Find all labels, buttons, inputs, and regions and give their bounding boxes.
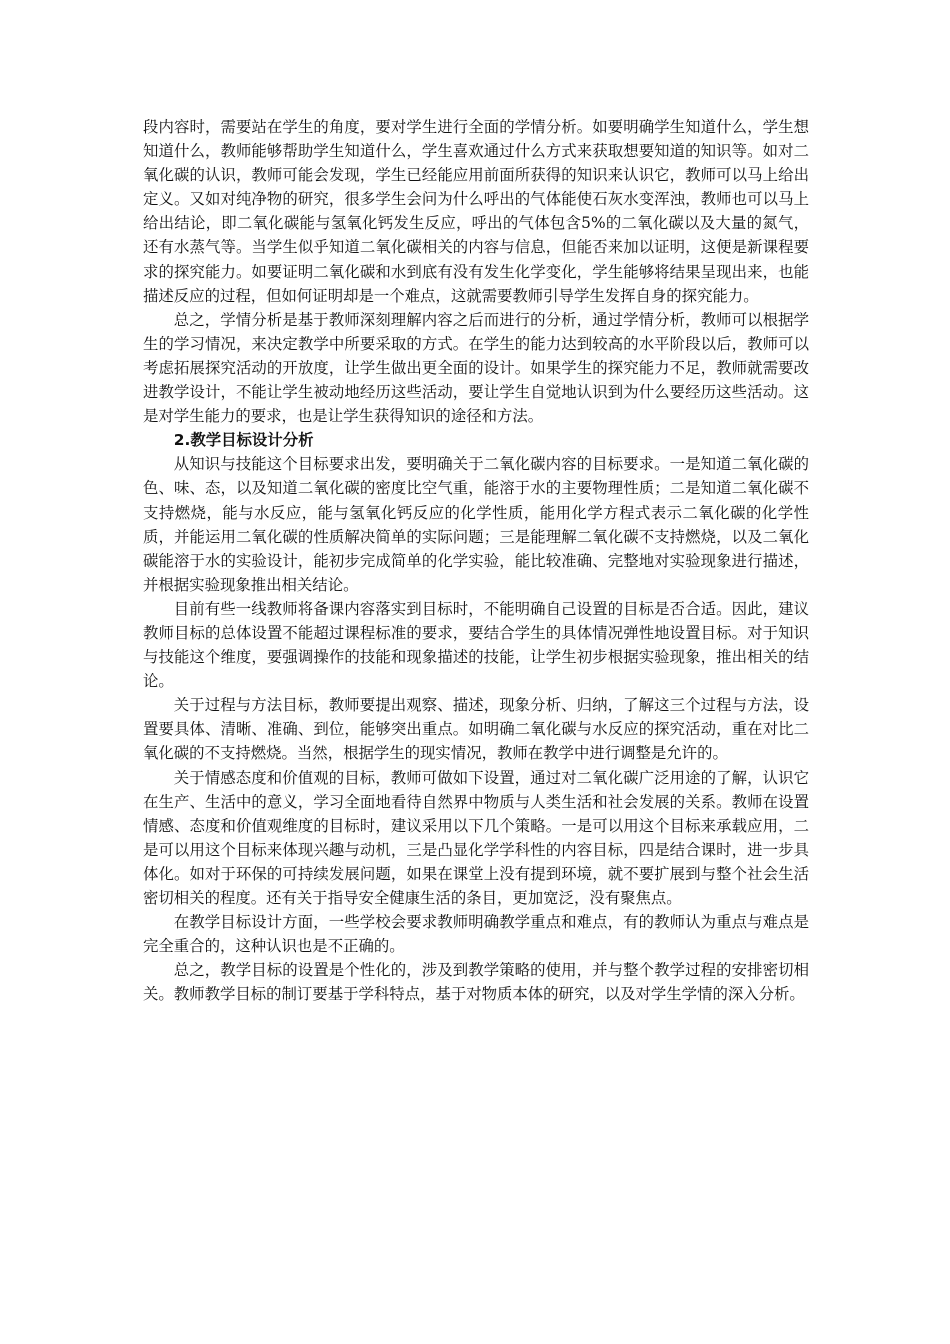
paragraph-summary-teaching-goals: 总之，教学目标的设置是个性化的，涉及到教学策略的使用，并与整个教学过程的安排密切相关。教师教学目标的制订要基于学科特点，基于对物质本体的研究，以及对学生学情的深入分析。	[143, 961, 809, 1004]
paragraph-goal-setting-advice: 目前有些一线教师将备课内容落实到目标时，不能明确自己设置的目标是否合适。因此，建议教师目标的总体设置不能超过课程标准的要求，要结合学生的具体情况弹性地设置目标。对于知识与技能这个维度，要强调操作的技能和现象描述的技能，让学生初步根据实验现象，推出相关的结论。	[143, 599, 809, 691]
paragraph-emotion-values-goals: 关于情感态度和价值观的目标，教师可做如下设置，通过对二氧化碳广泛用途的了解，认识它在生产、生活中的意义，学习全面地看待自然界中物质与人类生活和社会发展的关系。教师在设置情感、态度和价值观维度的目标时，建议采用以下几个策略。一是可以用这个目标来承载应用，二是可以用这个目标来体现兴趣与动机，三是凸显化学学科性的内容目标，四是结合课时，进一步具体化。如对于环保的可持续发展问题，如果在课堂上没有提到环境，就不要扩展到与整个社会生活密切相关的程度。还有关于指导安全健康生活的条目，更加宽泛，没有聚焦点。	[143, 768, 809, 907]
paragraph-key-difficult-points: 在教学目标设计方面，一些学校会要求教师明确教学重点和难点，有的教师认为重点与难点是完全重合的，这种认识也是不正确的。	[143, 913, 809, 956]
paragraph-summary-student-analysis: 总之，学情分析是基于教师深刻理解内容之后而进行的分析，通过学情分析，教师可以根据学生的学习情况，来决定教学中所要采取的方式。在学生的能力达到较高的水平阶段以后，教师可以考虑拓展探究活动的开放度，让学生做出更全面的设计。如果学生的探究能力不足，教师就需要改进教学设计，不能让学生被动地经历这些活动，要让学生自觉地认识到为什么要经历这些活动。这是对学生能力的要求，也是让学生获得知识的途径和方法。	[143, 310, 809, 426]
paragraph-process-method-goals: 关于过程与方法目标，教师要提出观察、描述，现象分析、归纳，了解这三个过程与方法，设置要具体、清晰、准确、到位，能够突出重点。如明确二氧化碳与水反应的探究活动，重在对比二氧化碳的不支持燃烧。当然，根据学生的现实情况，教师在教学中进行调整是允许的。	[143, 696, 809, 763]
document-page	[143, 115, 809, 1006]
paragraph-continued-student-analysis: 段内容时，需要站在学生的角度，要对学生进行全面的学情分析。如要明确学生知道什么，学生想知道什么，教师能够帮助学生知道什么，学生喜欢通过什么方式来获取想要知道的知识等。如对二氧化碳的认识，教师可能会发现，学生已经能应用前面所获得的知识来认识它，教师可以马上给出定义。又如对纯净物的研究，很多学生会问为什么呼出的气体能使石灰水变浑浊，教师也可以马上给出结论，即二氧化碳能与氢氧化钙发生反应，呼出的气体包含5%的二氧化碳以及大量的氮气，还有水蒸气等。当学生似乎知道二氧化碳相关的内容与信息，但能否来加以证明，这便是新课程要求的探究能力。如要证明二氧化碳和水到底有没有发生化学变化，学生能够将结果呈现出来，也能描述反应的过程，但如何证明却是一个难点，这就需要教师引导学生发挥自身的探究能力。	[143, 118, 809, 305]
section-heading-teaching-goals: 2.教学目标设计分析	[173, 431, 314, 450]
paragraph-knowledge-skills-goals: 从知识与技能这个目标要求出发，要明确关于二氧化碳内容的目标要求。一是知道二氧化碳的色、味、态，以及知道二氧化碳的密度比空气重，能溶于水的主要物理性质；二是知道二氧化碳不支持燃烧，能与水反应，能与氢氧化钙反应的化学性质，能用化学方程式表示二氧化碳的化学性质，并能运用二氧化碳的性质解决简单的实际问题；三是能理解二氧化碳不支持燃烧，以及二氧化碳能溶于水的实验设计，能初步完成简单的化学实验，能比较准确、完整地对实验现象进行描述，并根据实验现象推出相关结论。	[143, 455, 809, 594]
